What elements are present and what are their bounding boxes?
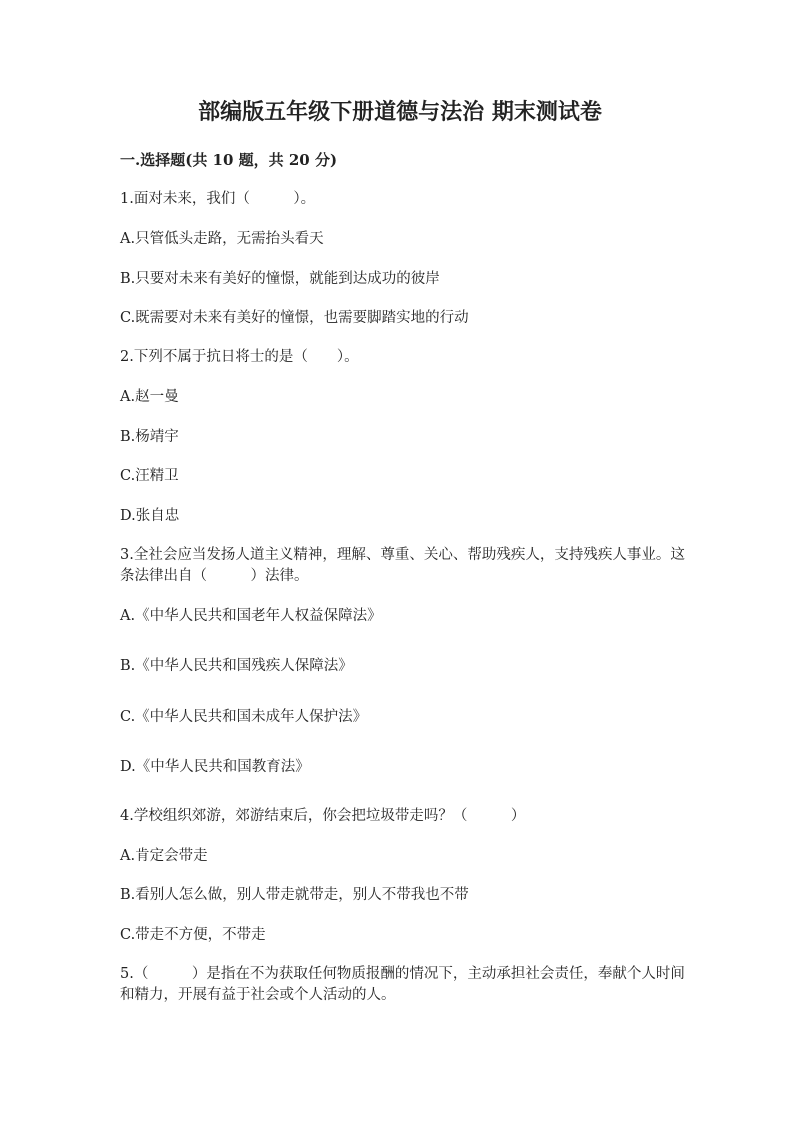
question-4-option-c: C.带走不方便，不带走 [120, 927, 266, 943]
question-2-option-a: A.赵一曼 [120, 389, 179, 405]
question-1-option-b: B.只要对未来有美好的憧憬，就能到达成功的彼岸 [120, 271, 440, 287]
question-2-option-d: D.张自忠 [120, 508, 180, 524]
question-1-option-c: C.既需要对未来有美好的憧憬，也需要脚踏实地的行动 [120, 310, 469, 326]
question-3-option-b: B.《中华人民共和国残疾人保障法》 [120, 658, 353, 674]
question-1-option-a: A.只管低头走路，无需抬头看天 [120, 231, 324, 247]
question-1-stem: 1.面对未来，我们（ ）。 [120, 191, 316, 207]
question-2-stem: 2.下列不属于抗日将士的是（ ）。 [120, 349, 359, 365]
question-3-option-a: A.《中华人民共和国老年人权益保障法》 [120, 608, 382, 624]
question-5-stem: 5.（ ）是指在不为获取任何物质报酬的情况下，主动承担社会责任，奉献个人时间和精力，开展有益于社会或个人活动的人。 [120, 966, 685, 1003]
question-4-option-b: B.看别人怎么做，别人带走就带走，别人不带我也不带 [120, 887, 469, 903]
question-4-stem: 4.学校组织郊游，郊游结束后，你会把垃圾带走吗？（ ） [120, 808, 526, 824]
question-2-option-c: C.汪精卫 [120, 468, 179, 484]
exam-title: 部编版五年级下册道德与法治 期末测试卷 [198, 99, 602, 125]
question-3-option-d: D.《中华人民共和国教育法》 [120, 759, 310, 775]
question-2-option-b: B.杨靖宇 [120, 429, 179, 445]
section-heading-multiple-choice: 一.选择题(共 10 题，共 20 分) [120, 151, 338, 169]
question-3-option-c: C.《中华人民共和国未成年人保护法》 [120, 709, 368, 725]
question-4-option-a: A.肯定会带走 [120, 848, 208, 864]
question-3-stem: 3.全社会应当发扬人道主义精神，理解、尊重、关心、帮助残疾人，支持残疾人事业。这条法律出自（ ）法律。 [120, 547, 685, 584]
